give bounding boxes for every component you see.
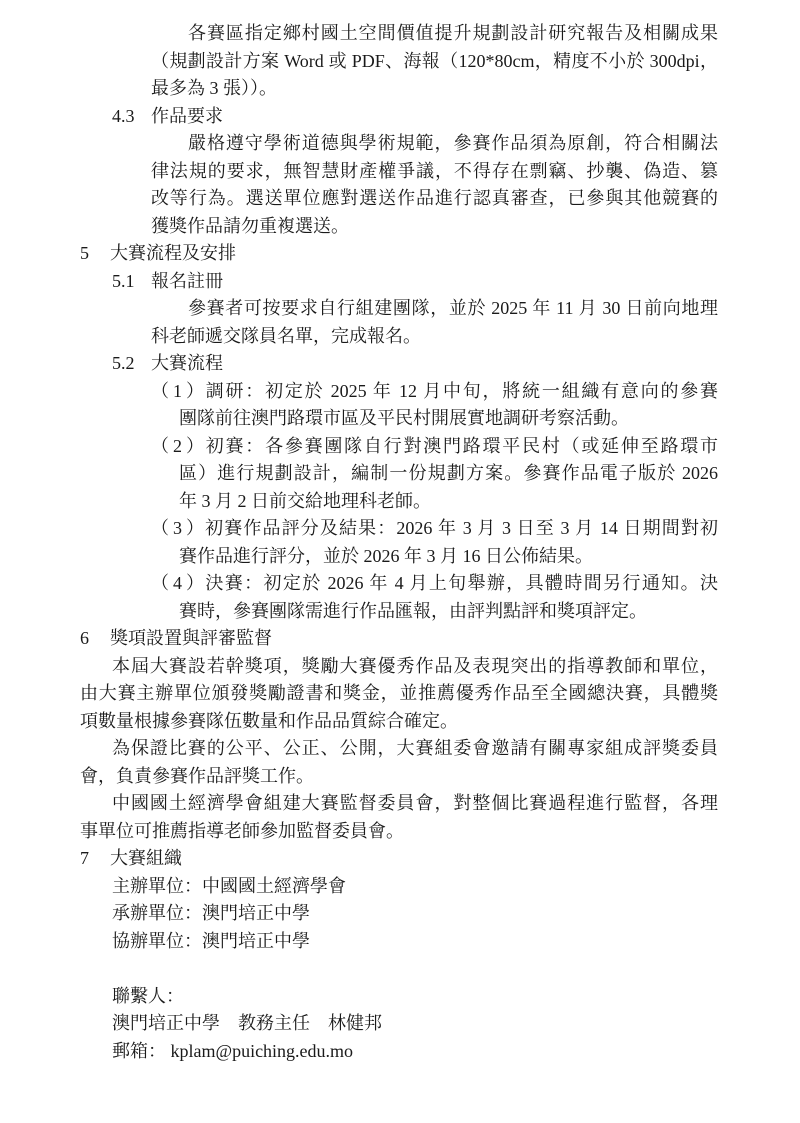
- text-line: 會，負責參賽作品評獎工作。: [80, 765, 314, 786]
- text-line: 改等行為。選送單位應對選送作品進行認真審查，已參與其他競賽的: [151, 188, 718, 208]
- text-line: 區）進行規劃設計，編制一份規劃方案。參賽作品電子版於 2026: [179, 463, 718, 483]
- list-item-line: [151, 378, 718, 406]
- list-item-text: 決賽：初定於 2026 年 4 月上旬舉辦，具體時間另行通知。決: [204, 573, 718, 593]
- section-heading: [112, 350, 720, 378]
- section-title: 大賽組織: [110, 848, 182, 868]
- list-item-text: 初賽作品評分及結果：2026 年 3 月 3 日至 3 月 14 日期間對初: [204, 518, 718, 538]
- text-line: 賽作品進行評分，並於 2026 年 3 月 16 日公佈結果。: [179, 545, 593, 566]
- text-line: 事單位可推薦指導老師參加監督委員會。: [80, 820, 404, 841]
- text-line: 為保證比賽的公平、公正、公開，大賽組委會邀請有關專家組成評獎委員: [112, 738, 718, 758]
- text-line: 科老師遞交隊員名單，完成報名。: [151, 325, 421, 346]
- text-line: 本屆大賽設若幹獎項，獎勵大賽優秀作品及表現突出的指導教師和單位，: [112, 655, 718, 676]
- text-line: 獲獎作品請勿重複選送。: [151, 215, 349, 236]
- section-title: 獎項設置與評審監督: [110, 628, 272, 648]
- blank-line: [0, 955, 800, 983]
- text-line: （規劃設計方案 Word 或 PDF、海報（120*80cm，精度不小於 300dpi，: [151, 50, 718, 71]
- document-body: [0, 20, 800, 1065]
- text-line: 年 3 月 2 日前交給地理科老師。: [179, 490, 431, 511]
- section-number: 4.3: [112, 105, 135, 126]
- text-line: 律法規的要求，無智慧財產權爭議，不得存在剽竊、抄襲、偽造、篡: [151, 160, 718, 181]
- section-number: 5: [80, 243, 89, 263]
- text-line: 郵箱： kplam@puiching.edu.mo: [112, 1040, 354, 1061]
- text-line: 協辦單位：澳門培正中學: [112, 930, 310, 951]
- section-number: 7: [80, 848, 89, 868]
- section-title: 大賽流程: [151, 353, 223, 373]
- list-item-marker: （2）: [151, 435, 204, 456]
- text-line: 聯繫人：: [112, 985, 184, 1006]
- section-title: 作品要求: [151, 105, 223, 126]
- section-heading: [80, 845, 720, 873]
- text-line: 賽時，參賽團隊需進行作品匯報，由評判點評和獎項評定。: [179, 600, 647, 621]
- section-number: 6: [80, 628, 89, 648]
- list-item-line: [151, 515, 718, 543]
- text-line: 團隊前往澳門路環市區及平民村開展實地調研考察活動。: [179, 408, 629, 428]
- text-line: 承辦單位：澳門培正中學: [112, 903, 310, 923]
- list-item-marker: （1）: [151, 380, 204, 401]
- section-number: 5.2: [112, 353, 135, 373]
- text-line: 中國國土經濟學會組建大賽監督委員會，對整個比賽過程進行監督，各理: [112, 793, 718, 813]
- section-heading: [112, 103, 720, 131]
- text-line: 澳門培正中學 教務主任 林健邦: [112, 1013, 382, 1033]
- text-line: 由大賽主辦單位頒發獎勵證書和獎金，並推薦優秀作品至全國總決賽，具體獎: [80, 683, 718, 703]
- list-item-line: [151, 433, 718, 461]
- section-heading: [112, 268, 720, 296]
- list-item-text: 初賽：各參賽團隊自行對澳門路環平民村（或延伸至路環市: [204, 435, 718, 456]
- section-number: 5.1: [112, 270, 135, 291]
- text-line: 最多為 3 張））。: [151, 78, 277, 98]
- list-item-line: [151, 570, 718, 598]
- list-item-marker: （3）: [151, 518, 204, 538]
- text-line: 參賽者可按要求自行組建團隊，並於 2025 年 11 月 30 日前向地理: [188, 298, 718, 318]
- list-item-marker: （4）: [151, 573, 204, 593]
- text-line: 項數量根據參賽隊伍數量和作品品質綜合確定。: [80, 710, 458, 731]
- text-line: 各賽區指定鄉村國土空間價值提升規劃設計研究報告及相關成果: [188, 23, 718, 43]
- section-title: 大賽流程及安排: [110, 243, 236, 263]
- section-title: 報名註冊: [151, 270, 223, 291]
- section-heading: [80, 625, 720, 653]
- text-line: 主辦單位：中國國土經濟學會: [112, 875, 346, 896]
- list-item-text: 調研：初定於 2025 年 12 月中旬，將統一組織有意向的參賽: [204, 380, 718, 401]
- section-heading: [80, 240, 720, 268]
- text-line: 嚴格遵守學術道德與學術規範，參賽作品須為原創，符合相關法: [188, 133, 718, 153]
